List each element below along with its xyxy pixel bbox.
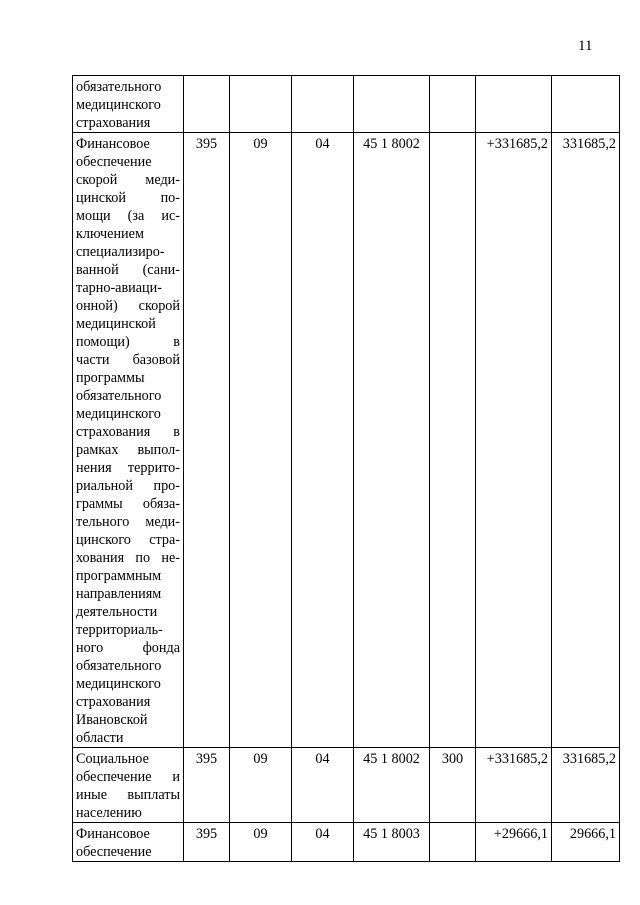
name-line: медицинской	[76, 316, 156, 332]
name-line: медицинского	[76, 97, 161, 113]
name-line: территориаль-	[76, 622, 163, 638]
name-line: мощи (за ис-	[76, 208, 180, 224]
total-amount-cell	[552, 76, 620, 133]
name-line: программным	[76, 568, 162, 584]
page-number: 11	[578, 38, 593, 54]
name-line: Финансовое	[76, 136, 150, 152]
table-row	[73, 823, 620, 862]
name-line: деятельности	[76, 604, 158, 620]
name-line: Ивановской	[76, 712, 148, 728]
expense-type-cell: 300	[430, 748, 476, 823]
name-line: обязательного	[76, 658, 162, 674]
name-line: граммы обяза-	[76, 496, 180, 512]
ved-cell	[184, 76, 230, 133]
name-line: программы	[76, 370, 145, 386]
change-amount-cell	[476, 76, 552, 133]
name-line: страхования в	[76, 424, 180, 440]
ved-cell: 395	[184, 133, 230, 748]
name-line: тельного меди-	[76, 514, 180, 530]
name-line: специализиро-	[76, 244, 165, 260]
expense-type-cell	[430, 76, 476, 133]
target-article-cell: 45 1 8002	[354, 748, 430, 823]
name-line: обеспечение и	[76, 769, 180, 785]
subsection-cell: 04	[292, 748, 354, 823]
section-cell	[230, 76, 292, 133]
name-line: населению	[76, 805, 142, 821]
name-line: Социальное	[76, 751, 149, 767]
budget-table	[72, 75, 620, 862]
target-article-cell: 45 1 8002	[354, 133, 430, 748]
subsection-cell	[292, 76, 354, 133]
name-line: ного фонда	[76, 640, 180, 656]
name-line: тарно-авиаци-	[76, 280, 162, 296]
name-line: обеспечение	[76, 844, 152, 860]
row-name-cell	[73, 76, 184, 133]
name-line: обеспечение	[76, 154, 152, 170]
change-amount-cell: +29666,1	[476, 823, 552, 862]
row-name-cell	[73, 823, 184, 862]
name-line: хования по не-	[76, 550, 180, 566]
name-line: онной) скорой	[76, 298, 180, 314]
name-line: медицинского	[76, 406, 161, 422]
row-name-cell	[73, 133, 184, 748]
name-line: Финансовое	[76, 826, 150, 842]
name-line: медицинского	[76, 676, 161, 692]
name-line: цинского стра-	[76, 532, 180, 548]
ved-cell: 395	[184, 823, 230, 862]
target-article-cell	[354, 76, 430, 133]
ved-cell: 395	[184, 748, 230, 823]
table-row	[73, 133, 620, 748]
name-line: части базовой	[76, 352, 180, 368]
section-cell: 09	[230, 133, 292, 748]
expense-type-cell	[430, 133, 476, 748]
name-line: скорой меди-	[76, 172, 180, 188]
name-line: области	[76, 730, 124, 746]
name-line: обязательного	[76, 388, 162, 404]
name-line: ключением	[76, 226, 144, 242]
total-amount-cell: 331685,2	[552, 133, 620, 748]
change-amount-cell: +331685,2	[476, 133, 552, 748]
table-row	[73, 76, 620, 133]
name-line: иные выплаты	[76, 787, 180, 803]
name-line: риальной про-	[76, 478, 180, 494]
expense-type-cell	[430, 823, 476, 862]
row-name-cell	[73, 748, 184, 823]
name-line: рамках выпол-	[76, 442, 180, 458]
change-amount-cell: +331685,2	[476, 748, 552, 823]
total-amount-cell: 29666,1	[552, 823, 620, 862]
name-line: страхования	[76, 694, 151, 710]
target-article-cell: 45 1 8003	[354, 823, 430, 862]
subsection-cell: 04	[292, 823, 354, 862]
section-cell: 09	[230, 823, 292, 862]
name-line: помощи) в	[76, 334, 180, 350]
name-line: нения террито-	[76, 460, 180, 476]
table-row	[73, 748, 620, 823]
name-line: цинской по-	[76, 190, 180, 206]
name-line: страхования	[76, 115, 151, 131]
name-line: обязательного	[76, 79, 162, 95]
subsection-cell: 04	[292, 133, 354, 748]
total-amount-cell: 331685,2	[552, 748, 620, 823]
name-line: направлениям	[76, 586, 162, 602]
section-cell: 09	[230, 748, 292, 823]
name-line: ванной (сани-	[76, 262, 180, 278]
